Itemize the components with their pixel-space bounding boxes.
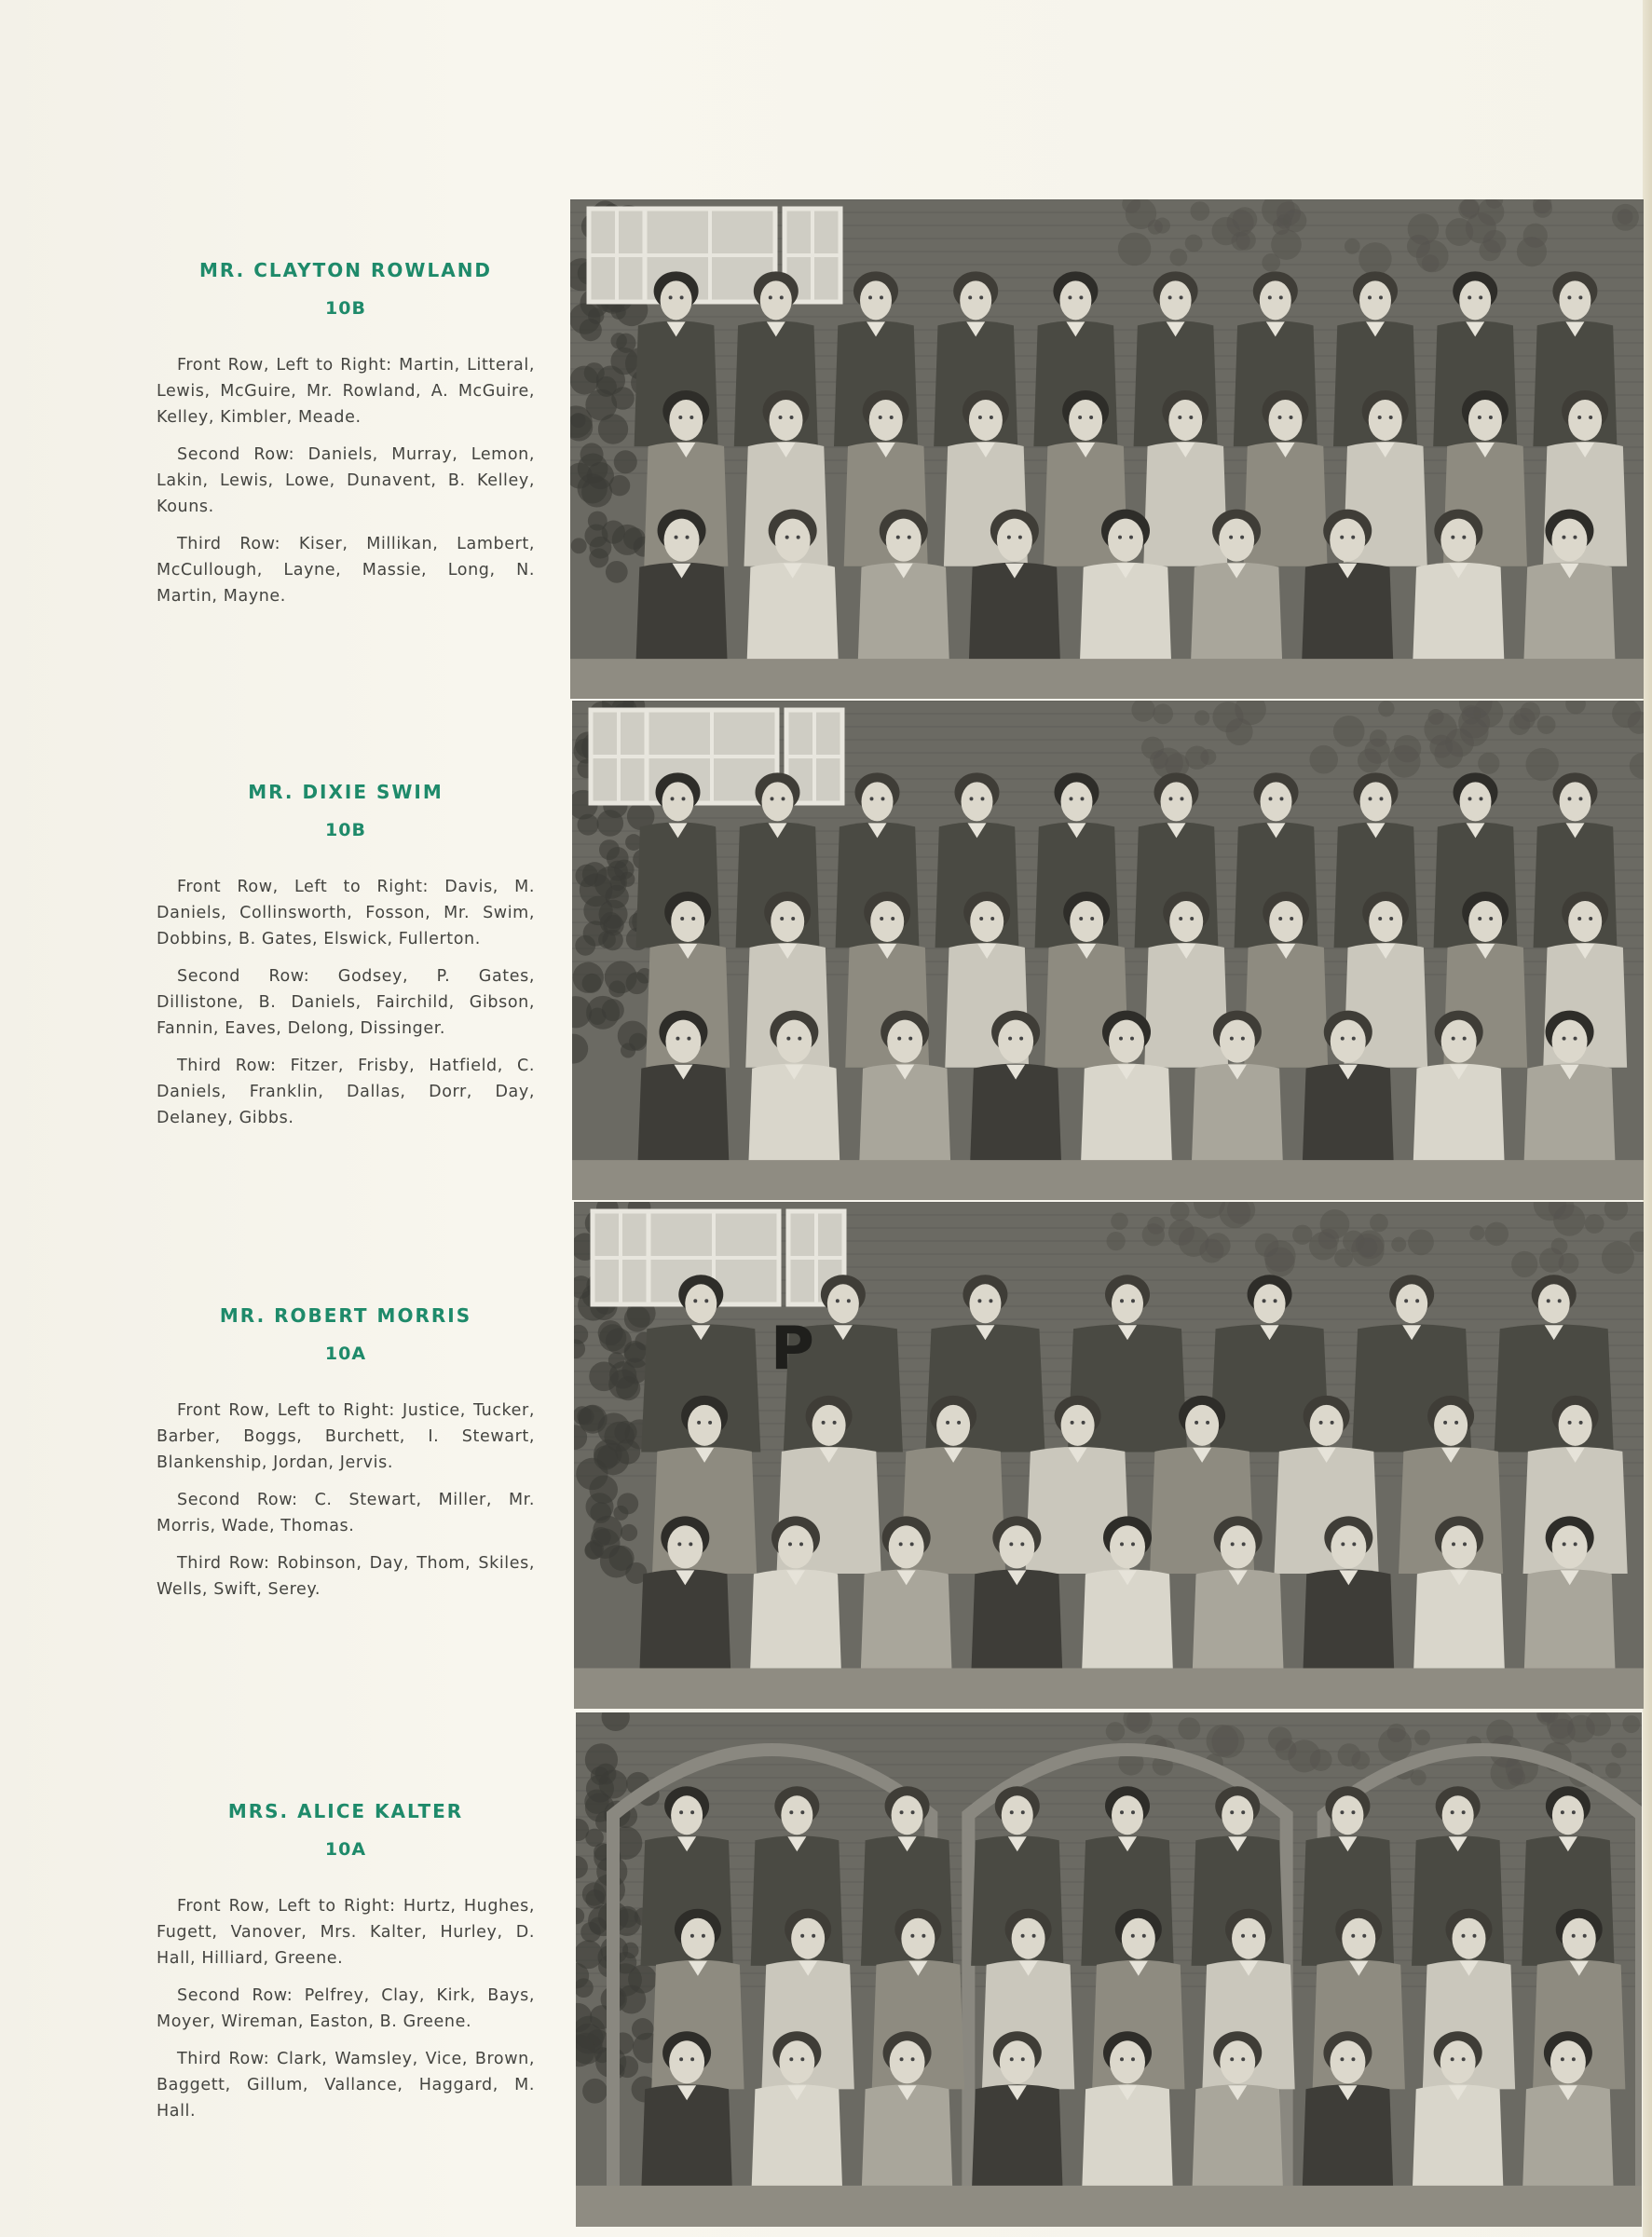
class-code: 10B (325, 820, 366, 840)
section-kalter (157, 1800, 535, 2135)
second-row-names: Second Row: C. Stewart, Miller, Mr. Morris, Wade, Thomas. (157, 1491, 535, 1535)
teacher-name: MR. CLAYTON ROWLAND (198, 259, 493, 281)
front-row-names: Front Row, Left to Right: Martin, Litteral, Lewis, McGuire, Mr. Rowland, A. McGuire, Kelley, Kimbler, Meade. (157, 356, 535, 427)
roster (157, 874, 535, 1131)
section-rowland (157, 259, 535, 621)
second-row-names: Second Row: Godsey, P. Gates, Dillistone, B. Daniels, Fairchild, Gibson, Fannin, Eaves, Delong, Dissinger. (157, 967, 535, 1038)
section-swim (157, 781, 535, 1142)
roster (157, 352, 535, 609)
second-row-names: Second Row: Pelfrey, Clay, Kirk, Bays, Moyer, Wireman, Easton, B. Greene. (157, 1986, 535, 2031)
third-row-names: Third Row: Robinson, Day, Thom, Skiles, Wells, Swift, Serey. (157, 1554, 535, 1599)
page-edge (1643, 0, 1652, 2237)
class-photo-morris (574, 1202, 1644, 1709)
class-code: 10A (324, 1839, 367, 1860)
class-code: 10B (325, 298, 366, 319)
class-photo-kalter (576, 1712, 1642, 2227)
roster (157, 1893, 535, 2124)
class-photo-rowland (570, 199, 1644, 699)
teacher-name: MR. ROBERT MORRIS (219, 1304, 472, 1327)
third-row-names: Third Row: Kiser, Millikan, Lambert, McCullough, Layne, Massie, Long, N. Martin, Mayne. (157, 535, 535, 606)
front-row-names: Front Row, Left to Right: Hurtz, Hughes, Fugett, Vanover, Mrs. Kalter, Hurley, D. Hall, Hilliard, Greene. (157, 1897, 535, 1968)
third-row-names: Third Row: Clark, Wamsley, Vice, Brown, Baggett, Gillum, Vallance, Haggard, M. Hall. (157, 2050, 535, 2121)
sweater-letter: P (771, 1315, 814, 1384)
roster (157, 1398, 535, 1603)
class-code: 10A (324, 1344, 367, 1364)
class-photo-swim (572, 701, 1644, 1200)
teacher-name: MR. DIXIE SWIM (248, 781, 444, 803)
second-row-names: Second Row: Daniels, Murray, Lemon, Lakin, Lewis, Lowe, Dunavent, B. Kelley, Kouns. (157, 445, 535, 516)
front-row-names: Front Row, Left to Right: Justice, Tucker, Barber, Boggs, Burchett, I. Stewart, Blankenship, Jordan, Jervis. (157, 1401, 535, 1472)
teacher-name: MRS. ALICE KALTER (227, 1800, 464, 1822)
section-morris (157, 1304, 535, 1614)
front-row-names: Front Row, Left to Right: Davis, M. Daniels, Collinsworth, Fosson, Mr. Swim, Dobbins, B. Gates, Elswick, Fullerton. (157, 878, 535, 948)
third-row-names: Third Row: Fitzer, Frisby, Hatfield, C. Daniels, Franklin, Dallas, Dorr, Day, Delaney, Gibbs. (157, 1057, 535, 1127)
